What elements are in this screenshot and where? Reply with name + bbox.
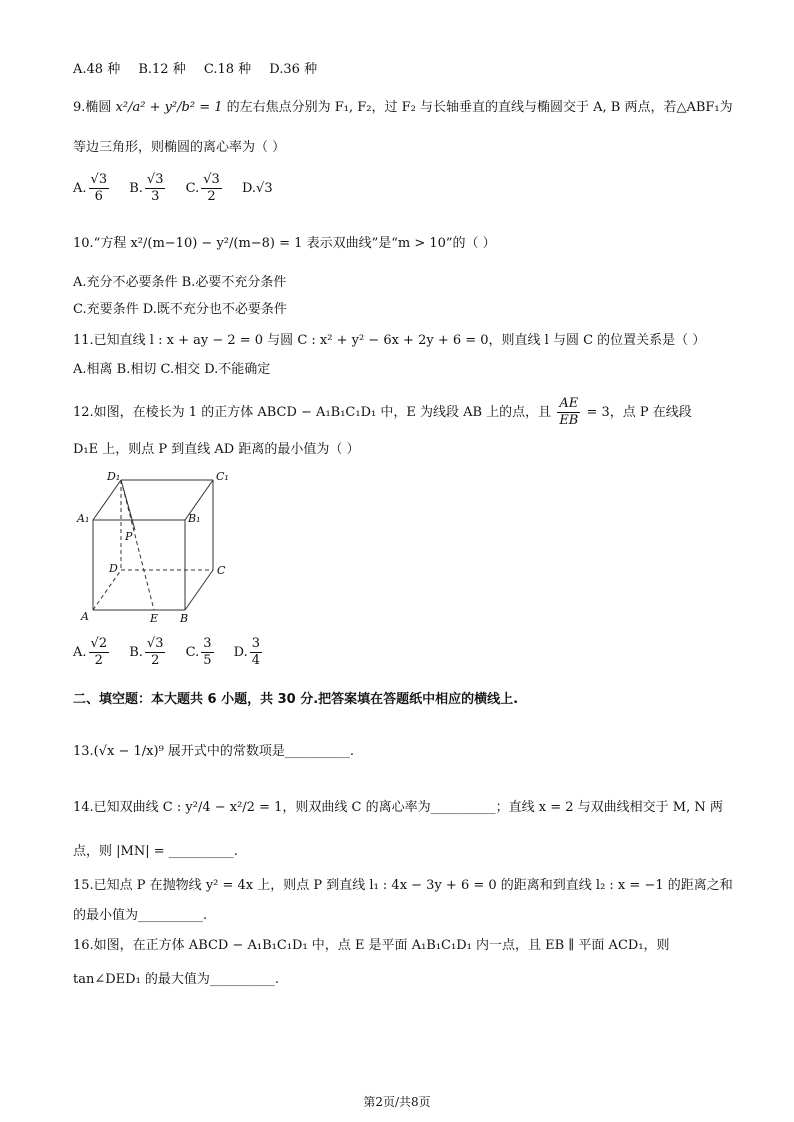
label-A: A xyxy=(81,610,89,623)
q14-stem-line2: 点，则 |MN| = __________. xyxy=(73,844,238,859)
label-B1: B₁ xyxy=(188,512,201,525)
q16-stem-line2: tan∠DED₁ 的最大值为__________. xyxy=(73,972,280,987)
q8-options xyxy=(73,60,331,80)
q9-option-d: D.√3 xyxy=(241,181,273,196)
label-D1: D₁ xyxy=(107,470,121,483)
q8-option-b: B.12 种 xyxy=(138,62,186,77)
section-heading: 二、填空题：本大题共 6 小题，共 30 分.把答案填在答题纸中相应的横线上. xyxy=(73,692,519,707)
q9-options xyxy=(73,172,287,205)
q9-stem xyxy=(73,98,733,118)
q12-text-part1: 12.如图，在棱长为 1 的正方体 ABCD − A₁B₁C₁D₁ 中，E 为线段 AB 上的点，且 xyxy=(73,405,552,420)
q16-stem: 16.如图，在正方体 ABCD − A₁B₁C₁D₁ 中，点 E 是平面 A₁B₁C₁D₁ 内一点，且 EB ∥ 平面 ACD₁，则 xyxy=(73,938,670,953)
q8-option-c: C.18 种 xyxy=(203,62,252,77)
q9-option-c: C. $\frac{√3}{2}$ xyxy=(185,172,220,204)
cube-figure xyxy=(73,470,243,630)
q12-option-c: C. $\frac{3}{5}$ xyxy=(185,636,212,668)
q9-prefix: 9.椭圆 xyxy=(73,100,112,115)
q12-ratio-fraction: $\frac{AE}{EB}$ xyxy=(559,396,579,428)
q15-stem: 15.已知点 P 在抛物线 y² = 4x 上，则点 P 到直线 l₁ : 4x − 3y + 6 = 0 的距离和到直线 l₂ : x = −1 的距离之和 xyxy=(73,878,733,893)
q12-option-d: D. $\frac{3}{4}$ xyxy=(233,636,261,668)
q12-stem xyxy=(73,396,692,429)
q10-options-line1: A.充分不必要条件 B.必要不充分条件 xyxy=(73,275,287,290)
q10-stem: 10.“方程 x²/(m−10) − y²/(m−8) = 1 表示双曲线”是“m > 10”的（ ） xyxy=(73,236,496,251)
q12-option-b: B. $\frac{√3}{2}$ xyxy=(129,636,164,668)
q9-option-b: B. $\frac{√3}{3}$ xyxy=(129,172,164,204)
q9-text: 的左右焦点分别为 F₁, F₂，过 F₂ 与长轴垂直的直线与椭圆交于 A, B 两点，若△ABF₁为 xyxy=(226,100,733,115)
q11-stem: 11.已知直线 l : x + ay − 2 = 0 与圆 C : x² + y² − 6x + 2y + 6 = 0，则直线 l 与圆 C 的位置关系是（ ） xyxy=(73,333,706,348)
label-D: D xyxy=(109,562,118,575)
page-number: 第2页/共8页 xyxy=(363,1095,431,1109)
q15-stem-line2: 的最小值为__________. xyxy=(73,908,208,923)
q12-option-a: A. $\frac{√2}{2}$ xyxy=(73,636,108,668)
q8-option-d: D.36 种 xyxy=(269,62,318,77)
q13-stem: 13.(√x − 1/x)⁹ 展开式中的常数项是__________. xyxy=(73,744,355,759)
label-C1: C₁ xyxy=(216,470,229,483)
q9-ellipse-equation: x²/a² + y²/b² = 1 xyxy=(115,100,223,115)
q12-stem-line2: D₁E 上，则点 P 到直线 AD 距离的最小值为（ ） xyxy=(73,442,360,457)
q14-stem: 14.已知双曲线 C : y²/4 − x²/2 = 1，则双曲线 C 的离心率为__________；直线 x = 2 与双曲线相交于 M, N 两 xyxy=(73,800,723,815)
q12-options xyxy=(73,636,278,669)
q12-text-part2: = 3，点 P 在线段 xyxy=(586,405,692,420)
q9-option-a: A. $\frac{√3}{6}$ xyxy=(73,172,108,204)
q9-stem-line2: 等边三角形，则椭圆的离心率为（ ） xyxy=(73,140,286,155)
q8-option-a: A.48 种 xyxy=(73,62,121,77)
label-C: C xyxy=(217,564,226,577)
label-A1: A₁ xyxy=(77,512,90,525)
label-P: P xyxy=(125,530,133,543)
label-B: B xyxy=(180,612,189,625)
q11-options: A.相离 B.相切 C.相交 D.不能确定 xyxy=(73,362,271,377)
q10-options-line2: C.充要条件 D.既不充分也不必要条件 xyxy=(73,302,287,317)
label-E: E xyxy=(150,612,159,625)
